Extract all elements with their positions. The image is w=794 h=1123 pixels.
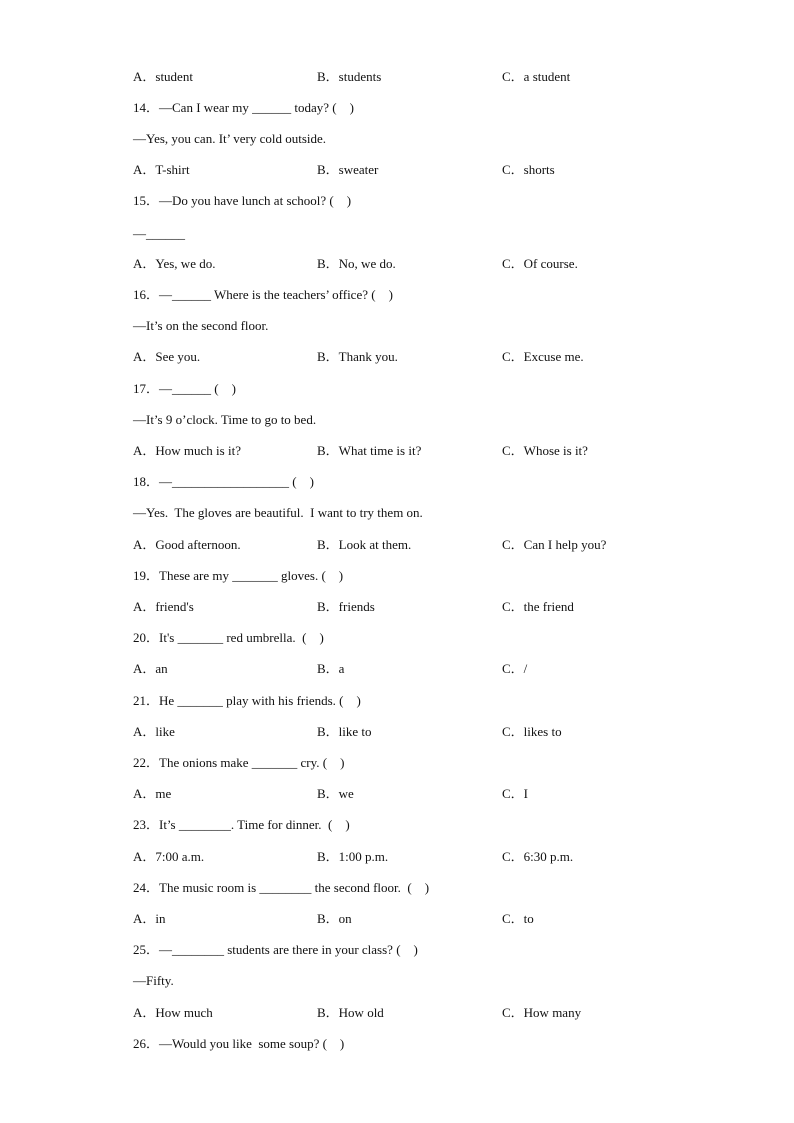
option-c: C．a student <box>502 69 571 84</box>
option-c: C．Of course. <box>502 256 578 271</box>
question-line: 23．It’s ________. Time for dinner. ( ) <box>133 817 350 832</box>
option-a: A．an <box>133 661 168 676</box>
option-c: C．I <box>502 786 529 801</box>
option-c: C．/ <box>502 661 528 676</box>
answer-options-row <box>133 1005 733 1021</box>
question-line: —It’s on the second floor. <box>133 318 269 333</box>
option-a: A．7:00 a.m. <box>133 849 205 864</box>
option-b: B．on <box>317 911 352 926</box>
option-b: B．How old <box>317 1005 384 1020</box>
question-line: 25．—________ students are there in your class? ( ) <box>133 942 418 957</box>
answer-options-row <box>133 786 733 802</box>
answer-options-row <box>133 661 733 677</box>
answer-options-row <box>133 349 733 365</box>
option-b: B．friends <box>317 599 375 614</box>
option-b: B．a <box>317 661 345 676</box>
question-line: 21．He _______ play with his friends. ( ) <box>133 693 361 708</box>
question-line: —Fifty. <box>133 973 174 988</box>
option-a: A．Good afternoon. <box>133 537 241 552</box>
option-c: C．likes to <box>502 724 562 739</box>
option-c: C．Whose is it? <box>502 443 588 458</box>
answer-options-row <box>133 69 733 85</box>
option-c: C．Excuse me. <box>502 349 584 364</box>
option-c: C．shorts <box>502 162 555 177</box>
question-line: 22．The onions make _______ cry. ( ) <box>133 755 345 770</box>
option-a: A．Yes, we do. <box>133 256 216 271</box>
option-a: A．me <box>133 786 172 801</box>
option-c: C．to <box>502 911 534 926</box>
option-a: A．student <box>133 69 193 84</box>
option-b: B．we <box>317 786 354 801</box>
option-a: A．friend's <box>133 599 194 614</box>
option-a: A．See you. <box>133 349 201 364</box>
option-b: B．sweater <box>317 162 379 177</box>
option-b: B．students <box>317 69 382 84</box>
question-line: 24．The music room is ________ the second floor. ( ) <box>133 880 430 895</box>
option-a: A．T-shirt <box>133 162 190 177</box>
question-line: —Yes, you can. It’ very cold outside. <box>133 131 327 146</box>
option-a: A．How much <box>133 1005 213 1020</box>
question-line: —It’s 9 o’clock. Time to go to bed. <box>133 412 317 427</box>
question-line: 19．These are my _______ gloves. ( ) <box>133 568 344 583</box>
option-b: B．Thank you. <box>317 349 398 364</box>
answer-options-row <box>133 911 733 927</box>
option-a: A．like <box>133 724 175 739</box>
option-a: A．in <box>133 911 166 926</box>
answer-options-row <box>133 162 733 178</box>
question-line: 17．—______ ( ) <box>133 381 236 396</box>
question-line: 15．—Do you have lunch at school? ( ) <box>133 193 352 208</box>
question-line: 16．—______ Where is the teachers’ office? ( ) <box>133 287 393 302</box>
answer-options-row <box>133 849 733 865</box>
answer-options-row <box>133 599 733 615</box>
answer-options-row <box>133 724 733 740</box>
question-line: 26．—Would you like some soup? ( ) <box>133 1036 345 1051</box>
option-c: C．the friend <box>502 599 574 614</box>
option-b: B．Look at them. <box>317 537 412 552</box>
option-c: C．How many <box>502 1005 582 1020</box>
answer-options-row <box>133 537 733 553</box>
question-line: —______ <box>133 226 185 241</box>
option-c: C．6:30 p.m. <box>502 849 574 864</box>
option-b: B．1:00 p.m. <box>317 849 389 864</box>
option-b: B．like to <box>317 724 372 739</box>
option-a: A．How much is it? <box>133 443 241 458</box>
option-b: B．No, we do. <box>317 256 396 271</box>
question-line: 20．It's _______ red umbrella. ( ) <box>133 630 324 645</box>
answer-options-row <box>133 443 733 459</box>
option-c: C．Can I help you? <box>502 537 607 552</box>
question-line: 14．—Can I wear my ______ today? ( ) <box>133 100 354 115</box>
answer-options-row <box>133 256 733 272</box>
option-b: B．What time is it? <box>317 443 422 458</box>
question-line: —Yes. The gloves are beautiful. I want to try them on. <box>133 505 423 520</box>
question-line: 18．—__________________ ( ) <box>133 474 314 489</box>
